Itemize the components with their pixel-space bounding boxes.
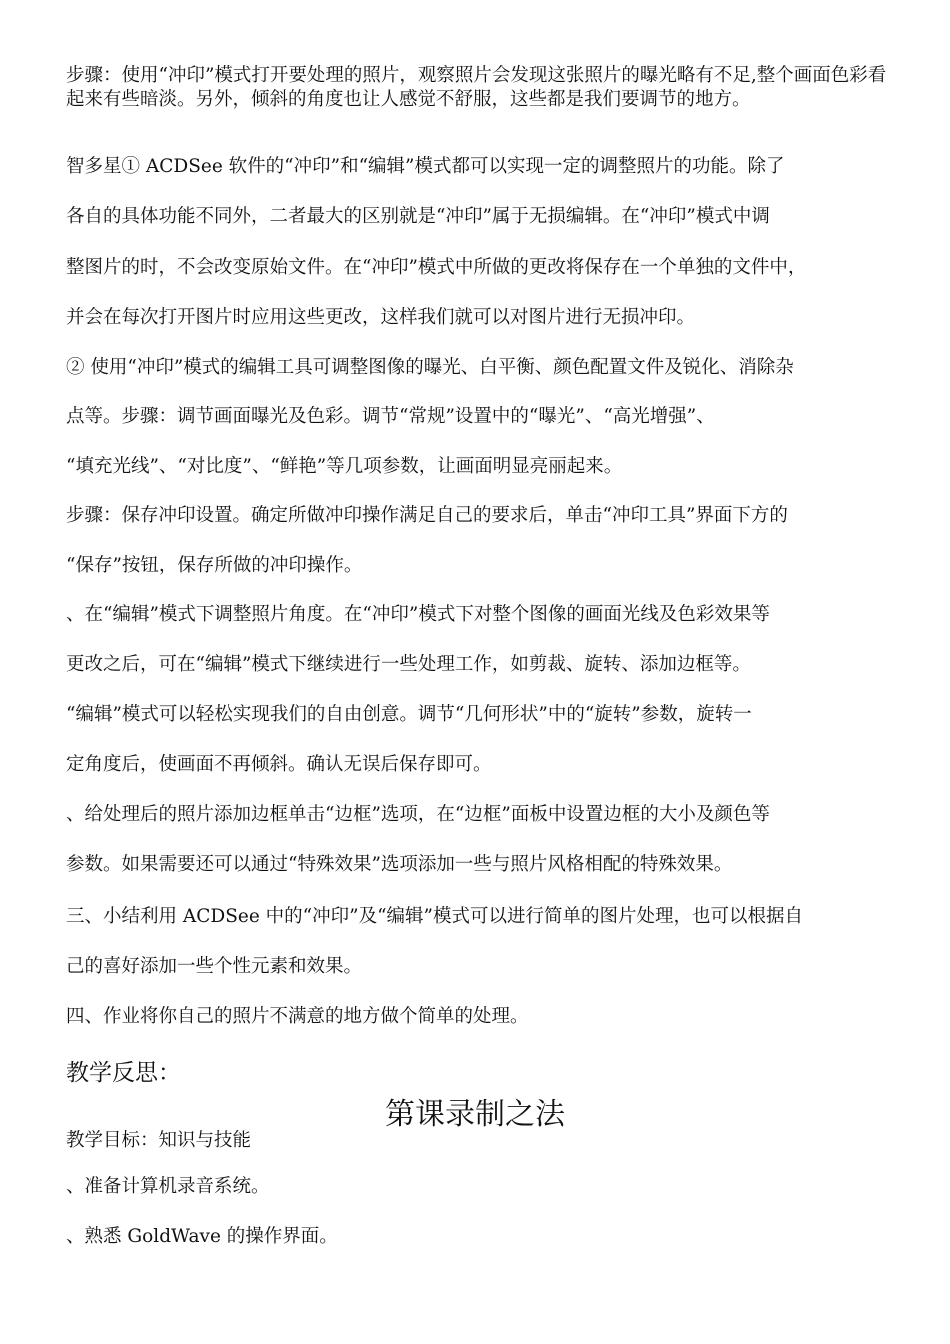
text-line: “填充光线”、“对比度”、“鲜艳”等几项参数，让画面明显亮丽起来。 [66, 456, 623, 477]
text-line: “保存”按钮，保存所做的冲印操作。 [66, 555, 363, 576]
text-line: “编辑”模式可以轻松实现我们的自由创意。调节“几何形状”中的“旋转”参数，旋转一 [66, 704, 752, 725]
text-line: 智多星① ACDSee 软件的“冲印”和“编辑”模式都可以实现一定的调整照片的功能。除了 [66, 156, 785, 177]
text-line: 己的喜好添加一些个性元素和效果。 [66, 956, 363, 977]
text-line: 并会在每次打开图片时应用这些更改，这样我们就可以对图片进行无损冲印。 [66, 307, 696, 328]
text-line: 、在“编辑”模式下调整照片角度。在“冲印”模式下对整个图像的画面光线及色彩效果等 [66, 604, 770, 625]
text-line: 三、小结利用 ACDSee 中的“冲印”及“编辑”模式可以进行简单的图片处理，也可以根据自 [66, 906, 804, 927]
text-line: 各自的具体功能不同外，二者最大的区别就是“冲印”属于无损编辑。在“冲印”模式中调 [66, 206, 770, 227]
text-line: ② 使用“冲印”模式的编辑工具可调整图像的曝光、白平衡、颜色配置文件及锐化、消除杂 [66, 357, 794, 378]
text-line: 四、作业将你自己的照片不满意的地方做个简单的处理。 [66, 1006, 529, 1027]
text-line: 定角度后，使画面不再倾斜。确认无误后保存即可。 [66, 754, 492, 775]
goal-item: 、熟悉 GoldWave 的操作界面。 [66, 1226, 338, 1247]
intro-paragraph: 步骤：使用“冲印”模式打开要处理的照片，观察照片会发现这张照片的曝光略有不足,整个画面色彩看起来有些暗淡。另外，倾斜的角度也让人感觉不舒服，这些都是我们要调节的地方。 [66, 65, 887, 110]
goal-item: 、准备计算机录音系统。 [66, 1176, 270, 1197]
text-line: 更改之后，可在“编辑”模式下继续进行一些处理工作，如剪裁、旋转、添加边框等。 [66, 654, 751, 675]
text-line: 点等。步骤：调节画面曝光及色彩。调节“常规”设置中的“曝光”、“高光增强”、 [66, 406, 715, 427]
goal-label: 教学目标：知识与技能 [66, 1130, 252, 1151]
lesson-title: 第课录制之法 [385, 1097, 565, 1132]
text-line: 步骤：保存冲印设置。确定所做冲印操作满足自己的要求后，单击“冲印工具”界面下方的 [66, 505, 788, 526]
text-line: 整图片的时，不会改变原始文件。在“冲印”模式中所做的更改将保存在一个单独的文件中， [66, 257, 807, 278]
text-line: 、给处理后的照片添加边框单击“边框”选项，在“边框”面板中设置边框的大小及颜色等 [66, 804, 770, 825]
text-line: 参数。如果需要还可以通过“特殊效果”选项添加一些与照片风格相配的特殊效果。 [66, 854, 733, 875]
reflection-heading: 教学反思： [66, 1060, 181, 1086]
